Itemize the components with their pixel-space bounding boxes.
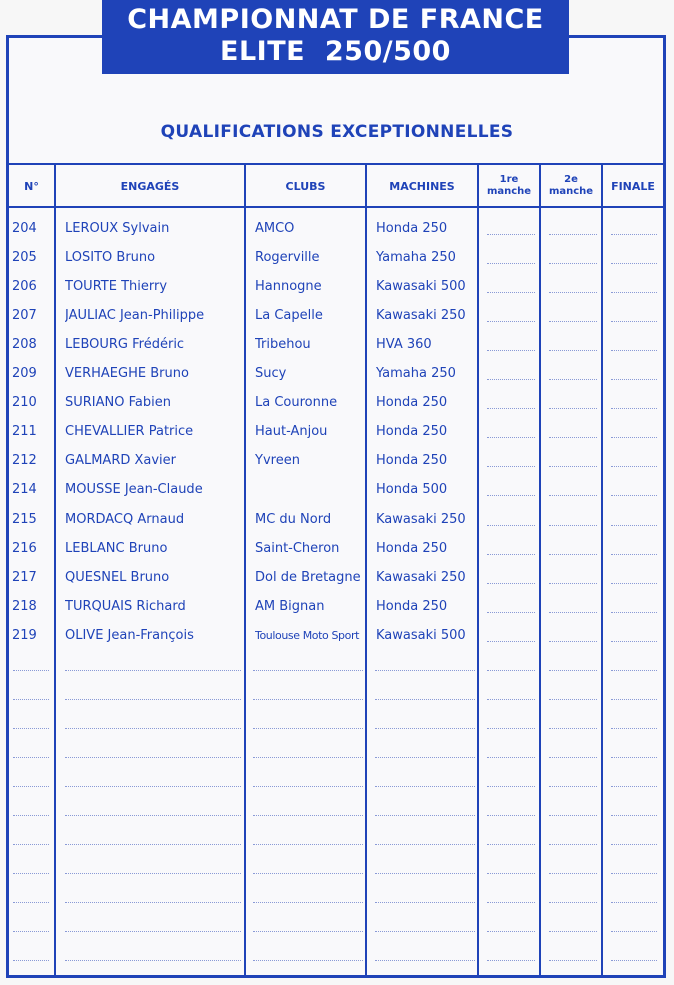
cell-num: 219 xyxy=(12,627,37,643)
cell-club: La Capelle xyxy=(255,308,323,324)
blank-result-line xyxy=(549,263,597,264)
blank-result-line xyxy=(549,379,597,380)
empty-row xyxy=(9,911,663,940)
blank-entry-line xyxy=(487,873,535,874)
blank-entry-line xyxy=(487,757,535,758)
blank-result-line xyxy=(549,641,597,642)
blank-entry-line xyxy=(487,960,535,961)
cell-club: Rogerville xyxy=(255,250,320,266)
blank-entry-line xyxy=(487,670,535,671)
cell-name: MOUSSE Jean-Claude xyxy=(65,482,203,498)
cell-num: 218 xyxy=(12,598,37,614)
subtitle: QUALIFICATIONS EXCEPTIONNELLES xyxy=(160,122,514,142)
blank-result-line xyxy=(549,350,597,351)
blank-entry-line xyxy=(65,844,241,845)
blank-result-line xyxy=(611,554,657,555)
col-header-finale: FINALE xyxy=(611,179,655,193)
blank-result-line xyxy=(549,408,597,409)
col-header-manche1-bottom: manche xyxy=(486,186,532,197)
title-line-1: CHAMPIONNAT DE FRANCE xyxy=(127,4,544,35)
blank-entry-line xyxy=(375,844,475,845)
blank-entry-line xyxy=(13,873,49,874)
cell-num: 205 xyxy=(12,250,37,266)
blank-entry-line xyxy=(375,757,475,758)
blank-entry-line xyxy=(549,931,597,932)
blank-result-line xyxy=(487,350,535,351)
cell-num: 210 xyxy=(12,395,37,411)
blank-result-line xyxy=(611,525,657,526)
blank-entry-line xyxy=(611,960,657,961)
blank-entry-line xyxy=(611,757,657,758)
blank-entry-line xyxy=(611,815,657,816)
blank-entry-line xyxy=(65,902,241,903)
blank-result-line xyxy=(487,321,535,322)
blank-entry-line xyxy=(13,931,49,932)
title-line-2: ELITE 250/500 xyxy=(220,36,451,67)
cell-name: OLIVE Jean-François xyxy=(65,627,194,643)
blank-entry-line xyxy=(13,902,49,903)
blank-result-line xyxy=(549,321,597,322)
blank-entry-line xyxy=(611,786,657,787)
blank-entry-line xyxy=(549,960,597,961)
blank-result-line xyxy=(611,234,657,235)
blank-entry-line xyxy=(65,786,241,787)
blank-entry-line xyxy=(253,670,363,671)
blank-entry-line xyxy=(611,873,657,874)
cell-machine: Kawasaki 500 xyxy=(376,627,466,643)
cell-club: Saint-Cheron xyxy=(255,540,340,556)
blank-result-line xyxy=(611,263,657,264)
empty-row xyxy=(9,795,663,824)
cell-name: LEROUX Sylvain xyxy=(65,221,170,236)
cell-club: AMCO xyxy=(255,221,295,236)
table-row xyxy=(9,621,663,650)
cell-num: 217 xyxy=(12,569,37,585)
cell-club: Hannogne xyxy=(255,279,322,295)
blank-result-line xyxy=(549,234,597,235)
table-row xyxy=(9,446,663,475)
cell-club: Tribehou xyxy=(255,337,311,353)
empty-row xyxy=(9,679,663,708)
cell-name: CHEVALLIER Patrice xyxy=(65,424,194,440)
blank-entry-line xyxy=(13,786,49,787)
blank-result-line xyxy=(611,379,657,380)
cell-name: JAULIAC Jean-Philippe xyxy=(65,308,205,324)
blank-entry-line xyxy=(13,815,49,816)
blank-result-line xyxy=(487,583,535,584)
blank-entry-line xyxy=(13,728,49,729)
cell-name: VERHAEGHE Bruno xyxy=(65,366,189,382)
blank-entry-line xyxy=(549,728,597,729)
blank-entry-line xyxy=(13,670,49,671)
blank-entry-line xyxy=(65,931,241,932)
blank-entry-line xyxy=(611,728,657,729)
col-header-engages: ENGAGÉS xyxy=(120,179,180,193)
blank-result-line xyxy=(611,466,657,467)
blank-entry-line xyxy=(253,699,363,700)
cell-machine: Honda 250 xyxy=(376,424,448,440)
blank-entry-line xyxy=(65,815,241,816)
blank-result-line xyxy=(549,583,597,584)
col-header-manche2-bottom: manche xyxy=(548,186,594,197)
blank-entry-line xyxy=(375,728,475,729)
blank-result-line xyxy=(549,466,597,467)
blank-entry-line xyxy=(253,844,363,845)
blank-result-line xyxy=(487,437,535,438)
cell-name: LOSITO Bruno xyxy=(65,250,156,266)
blank-entry-line xyxy=(253,786,363,787)
table-row xyxy=(9,330,663,359)
blank-entry-line xyxy=(611,902,657,903)
blank-entry-line xyxy=(375,931,475,932)
blank-entry-line xyxy=(549,873,597,874)
table-row xyxy=(9,359,663,388)
cell-machine: Honda 250 xyxy=(376,221,448,236)
cell-num: 209 xyxy=(12,366,37,382)
table-row xyxy=(9,272,663,301)
blank-entry-line xyxy=(13,960,49,961)
col-header-machines: MACHINES xyxy=(389,179,455,193)
blank-entry-line xyxy=(549,815,597,816)
cell-machine: Honda 500 xyxy=(376,482,448,498)
cell-name: MORDACQ Arnaud xyxy=(65,511,185,527)
blank-result-line xyxy=(611,408,657,409)
blank-entry-line xyxy=(375,815,475,816)
cell-machine: Kawasaki 250 xyxy=(376,569,466,585)
blank-entry-line xyxy=(549,786,597,787)
blank-entry-line xyxy=(253,931,363,932)
table-row xyxy=(9,301,663,330)
table-row xyxy=(9,388,663,417)
blank-entry-line xyxy=(13,844,49,845)
blank-entry-line xyxy=(487,931,535,932)
cell-club: Yvreen xyxy=(255,453,300,469)
cell-num: 207 xyxy=(12,308,37,324)
blank-result-line xyxy=(487,234,535,235)
empty-row xyxy=(9,650,663,679)
empty-row xyxy=(9,882,663,911)
cell-club: Sucy xyxy=(255,366,287,382)
cell-num: 208 xyxy=(12,337,37,353)
cell-machine: Honda 250 xyxy=(376,540,448,556)
cell-machine: Honda 250 xyxy=(376,395,448,411)
cell-machine: Kawasaki 250 xyxy=(376,511,466,527)
table-row xyxy=(9,475,663,504)
cell-num: 214 xyxy=(12,482,37,498)
cell-num: 206 xyxy=(12,279,37,295)
blank-entry-line xyxy=(253,902,363,903)
empty-row xyxy=(9,940,663,969)
blank-entry-line xyxy=(487,699,535,700)
blank-result-line xyxy=(487,641,535,642)
blank-entry-line xyxy=(487,844,535,845)
blank-entry-line xyxy=(375,670,475,671)
table-row xyxy=(9,592,663,621)
blank-result-line xyxy=(611,292,657,293)
blank-entry-line xyxy=(549,902,597,903)
empty-row xyxy=(9,737,663,766)
header-bottom-line xyxy=(9,206,663,208)
col-header-manche2-top: 2e xyxy=(564,174,578,185)
blank-result-line xyxy=(487,379,535,380)
blank-entry-line xyxy=(65,670,241,671)
blank-result-line xyxy=(549,437,597,438)
blank-entry-line xyxy=(375,902,475,903)
blank-entry-line xyxy=(253,960,363,961)
blank-entry-line xyxy=(65,873,241,874)
blank-entry-line xyxy=(487,902,535,903)
blank-result-line xyxy=(611,583,657,584)
empty-row xyxy=(9,766,663,795)
cell-club: AM Bignan xyxy=(255,598,325,614)
blank-result-line xyxy=(611,350,657,351)
blank-entry-line xyxy=(375,960,475,961)
blank-entry-line xyxy=(611,699,657,700)
cell-club: La Couronne xyxy=(255,395,338,411)
col-header-manche1-top: 1re xyxy=(499,174,519,185)
blank-entry-line xyxy=(549,844,597,845)
blank-result-line xyxy=(611,495,657,496)
cell-num: 212 xyxy=(12,453,37,469)
cell-num: 216 xyxy=(12,540,37,556)
blank-entry-line xyxy=(375,699,475,700)
blank-result-line xyxy=(549,292,597,293)
blank-result-line xyxy=(611,321,657,322)
blank-result-line xyxy=(611,612,657,613)
cell-machine: Honda 250 xyxy=(376,453,448,469)
cell-name: TOURTE Thierry xyxy=(65,279,168,295)
blank-entry-line xyxy=(65,960,241,961)
table-row xyxy=(9,214,663,243)
cell-machine: Honda 250 xyxy=(376,598,448,614)
blank-entry-line xyxy=(253,728,363,729)
blank-entry-line xyxy=(65,728,241,729)
blank-result-line xyxy=(487,495,535,496)
cell-machine: Kawasaki 500 xyxy=(376,279,466,295)
cell-name: QUESNEL Bruno xyxy=(65,569,170,585)
blank-result-line xyxy=(549,554,597,555)
cell-num: 211 xyxy=(12,424,37,440)
blank-entry-line xyxy=(375,786,475,787)
blank-entry-line xyxy=(549,757,597,758)
cell-name: GALMARD Xavier xyxy=(65,453,177,469)
col-header-manche1 xyxy=(479,166,539,206)
blank-result-line xyxy=(487,292,535,293)
blank-result-line xyxy=(487,263,535,264)
cell-club: Toulouse Moto Sport xyxy=(255,628,359,642)
table-row xyxy=(9,243,663,272)
table-row xyxy=(9,563,663,592)
cell-name: LEBLANC Bruno xyxy=(65,540,168,556)
blank-result-line xyxy=(487,612,535,613)
blank-entry-line xyxy=(253,873,363,874)
cell-club: Dol de Bretagne xyxy=(255,569,361,585)
cell-club: Haut-Anjou xyxy=(255,424,328,440)
cell-name: TURQUAIS Richard xyxy=(65,598,186,614)
blank-entry-line xyxy=(487,786,535,787)
header-top-line xyxy=(9,163,663,165)
cell-name: LEBOURG Frédéric xyxy=(65,337,185,353)
blank-entry-line xyxy=(253,757,363,758)
title-banner xyxy=(102,0,569,74)
cell-machine: Kawasaki 250 xyxy=(376,308,466,324)
cell-club xyxy=(255,475,373,504)
blank-entry-line xyxy=(65,757,241,758)
blank-entry-line xyxy=(487,728,535,729)
cell-machine: HVA 360 xyxy=(376,337,432,353)
blank-result-line xyxy=(487,408,535,409)
blank-result-line xyxy=(487,525,535,526)
cell-num: 215 xyxy=(12,511,37,527)
blank-entry-line xyxy=(487,815,535,816)
table-row xyxy=(9,505,663,534)
blank-entry-line xyxy=(549,670,597,671)
blank-result-line xyxy=(549,495,597,496)
blank-result-line xyxy=(487,466,535,467)
blank-result-line xyxy=(611,641,657,642)
empty-row xyxy=(9,853,663,882)
blank-result-line xyxy=(487,554,535,555)
cell-num: 204 xyxy=(12,221,37,236)
empty-row xyxy=(9,824,663,853)
blank-entry-line xyxy=(611,931,657,932)
blank-entry-line xyxy=(611,844,657,845)
col-header-num: N° xyxy=(24,179,39,193)
table-row xyxy=(9,417,663,446)
blank-entry-line xyxy=(375,873,475,874)
blank-entry-line xyxy=(549,699,597,700)
cell-machine: Yamaha 250 xyxy=(376,250,456,266)
blank-entry-line xyxy=(65,699,241,700)
col-header-manche2 xyxy=(541,166,601,206)
blank-result-line xyxy=(549,525,597,526)
blank-entry-line xyxy=(13,699,49,700)
blank-entry-line xyxy=(611,670,657,671)
table-row xyxy=(9,534,663,563)
cell-club: MC du Nord xyxy=(255,511,332,527)
cell-machine: Yamaha 250 xyxy=(376,366,456,382)
col-header-clubs: CLUBS xyxy=(285,179,326,193)
blank-entry-line xyxy=(253,815,363,816)
empty-row xyxy=(9,708,663,737)
cell-name: SURIANO Fabien xyxy=(65,395,171,411)
blank-entry-line xyxy=(13,757,49,758)
blank-result-line xyxy=(549,612,597,613)
blank-result-line xyxy=(611,437,657,438)
